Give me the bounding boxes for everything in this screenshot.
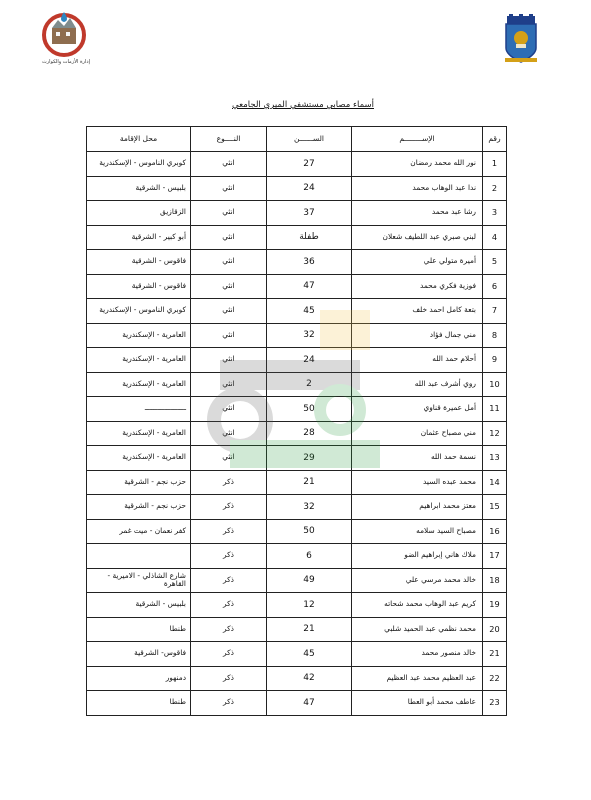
table-row [87, 397, 507, 422]
cell-gender: ذكر [191, 617, 267, 642]
cell-residence: طنطا [87, 617, 191, 642]
cell-residence: دمنهور [87, 666, 191, 691]
table-row [87, 152, 507, 177]
cell-age: 47 [267, 691, 352, 716]
table-row [87, 470, 507, 495]
cell-num: 12 [483, 421, 507, 446]
cell-num: 5 [483, 250, 507, 275]
table-row [87, 519, 507, 544]
cell-gender: انثي [191, 421, 267, 446]
cell-num: 2 [483, 176, 507, 201]
cell-gender: انثي [191, 250, 267, 275]
cell-num: 7 [483, 299, 507, 324]
cell-gender: انثي [191, 446, 267, 471]
cell-gender: انثي [191, 176, 267, 201]
cell-age: 42 [267, 666, 352, 691]
table-row [87, 201, 507, 226]
table-row [87, 250, 507, 275]
table-row [87, 617, 507, 642]
cell-num: 11 [483, 397, 507, 422]
cell-age: 47 [267, 274, 352, 299]
cell-residence: بلبيس - الشرقية [87, 176, 191, 201]
cell-age: 36 [267, 250, 352, 275]
cell-name: عاطف محمد أبو العطا [352, 691, 483, 716]
cell-num: 23 [483, 691, 507, 716]
logo-caption: إدارة الأزمات والكوارث [42, 59, 90, 65]
cell-name: ندا عبد الوهاب محمد [352, 176, 483, 201]
governorate-shield-logo [503, 14, 539, 64]
cell-name: لبني صبري عبد اللطيف شعلان [352, 225, 483, 250]
cell-gender: ذكر [191, 544, 267, 569]
cell-age: 50 [267, 397, 352, 422]
cell-num: 20 [483, 617, 507, 642]
table-row [87, 446, 507, 471]
cell-residence: أبو كبير - الشرقية [87, 225, 191, 250]
cell-age: 50 [267, 519, 352, 544]
cell-name: محمد نظمي عبد الحميد شلبي [352, 617, 483, 642]
cell-num: 18 [483, 568, 507, 593]
cell-residence: حزب نجم - الشرقية [87, 495, 191, 520]
table-row [87, 323, 507, 348]
cell-gender: انثي [191, 225, 267, 250]
cell-num: 3 [483, 201, 507, 226]
cell-name: فوزية فكري محمد [352, 274, 483, 299]
cell-gender: انثي [191, 299, 267, 324]
cell-residence: كوبري الناموس - الإسكندرية [87, 152, 191, 177]
cell-name: روي أشرف عبد الله [352, 372, 483, 397]
cell-gender: ذكر [191, 519, 267, 544]
cell-name: مني مصباح عثمان [352, 421, 483, 446]
cell-gender: ذكر [191, 470, 267, 495]
cell-age: 32 [267, 495, 352, 520]
cell-age: 27 [267, 152, 352, 177]
cell-gender: انثي [191, 323, 267, 348]
cell-name: بتعة كامل احمد خلف [352, 299, 483, 324]
cell-gender: انثي [191, 372, 267, 397]
cell-name: محمد عبده السيد [352, 470, 483, 495]
cell-num: 9 [483, 348, 507, 373]
cell-age: 12 [267, 593, 352, 618]
table-row [87, 225, 507, 250]
table-header-row [87, 127, 507, 152]
cell-residence: العامرية - الإسكندرية [87, 323, 191, 348]
cell-age: 32 [267, 323, 352, 348]
table-row [87, 176, 507, 201]
header-name: الإســــــــم [352, 127, 483, 152]
cell-gender: انثي [191, 274, 267, 299]
cell-gender: انثي [191, 397, 267, 422]
header-residence: محل الإقامة [87, 127, 191, 152]
cell-age: طفلة [267, 225, 352, 250]
cell-residence: شارع الشاذلي - الاميرية - القاهرة [87, 568, 191, 593]
cell-name: مني جمال فؤاد [352, 323, 483, 348]
table-row [87, 568, 507, 593]
table-row [87, 495, 507, 520]
cell-age: 37 [267, 201, 352, 226]
cell-gender: ذكر [191, 642, 267, 667]
table-row [87, 274, 507, 299]
cell-gender: انثي [191, 201, 267, 226]
cell-num: 21 [483, 642, 507, 667]
table-row [87, 348, 507, 373]
cell-num: 13 [483, 446, 507, 471]
cell-residence: فاقوس - الشرقية [87, 274, 191, 299]
cell-num: 15 [483, 495, 507, 520]
cell-residence [87, 544, 191, 569]
cell-residence: بلبيس - الشرقية [87, 593, 191, 618]
cell-num: 10 [483, 372, 507, 397]
cell-residence: الزقازيق [87, 201, 191, 226]
cell-gender: انثي [191, 348, 267, 373]
cell-name: خالد محمد مرسي علي [352, 568, 483, 593]
cell-residence: فاقوس - الشرقية [87, 250, 191, 275]
cell-num: 8 [483, 323, 507, 348]
injured-table [86, 126, 507, 716]
cell-age: 24 [267, 348, 352, 373]
cell-gender: ذكر [191, 691, 267, 716]
table-row [87, 666, 507, 691]
cell-gender: ذكر [191, 568, 267, 593]
cell-residence: العامرية - الإسكندرية [87, 372, 191, 397]
cell-num: 17 [483, 544, 507, 569]
cell-num: 1 [483, 152, 507, 177]
cell-age: 28 [267, 421, 352, 446]
cell-name: معتز محمد ابراهيم [352, 495, 483, 520]
cell-age: 24 [267, 176, 352, 201]
cell-name: أميرة متولي علي [352, 250, 483, 275]
cell-num: 4 [483, 225, 507, 250]
cell-name: مصباح السيد سلامه [352, 519, 483, 544]
cell-name: ملاك هاني إبراهيم الضو [352, 544, 483, 569]
header-gender: النــــوع [191, 127, 267, 152]
cell-name: عبد العظيم محمد عبد العظيم [352, 666, 483, 691]
cell-num: 22 [483, 666, 507, 691]
cell-num: 14 [483, 470, 507, 495]
cell-gender: انثي [191, 152, 267, 177]
table-row [87, 544, 507, 569]
cell-residence: طنطا [87, 691, 191, 716]
cell-name: نور الله محمد رمضان [352, 152, 483, 177]
cell-gender: ذكر [191, 593, 267, 618]
cell-name: أمل عميرة قناوي [352, 397, 483, 422]
document-title: أسماء مصابي مستشفي الميري الجامعي [232, 100, 374, 110]
cell-gender: ذكر [191, 666, 267, 691]
cell-name: نسمة حمد الله [352, 446, 483, 471]
table-row [87, 299, 507, 324]
table-row [87, 593, 507, 618]
table-row [87, 691, 507, 716]
cell-age: 45 [267, 299, 352, 324]
cell-residence: العامرية - الإسكندرية [87, 446, 191, 471]
cell-gender: ذكر [191, 495, 267, 520]
cell-residence: ـــــــــــــــــــ [87, 397, 191, 422]
cell-age: 29 [267, 446, 352, 471]
cell-name: كريم عبد الوهاب محمد شحاته [352, 593, 483, 618]
cell-residence: حزب نجم - الشرقية [87, 470, 191, 495]
cell-num: 19 [483, 593, 507, 618]
cell-age: 21 [267, 617, 352, 642]
cell-age: 21 [267, 470, 352, 495]
header-age: الســــــن [267, 127, 352, 152]
cell-residence: كوبري الناموس - الإسكندرية [87, 299, 191, 324]
table-row [87, 642, 507, 667]
cell-num: 16 [483, 519, 507, 544]
table-row [87, 372, 507, 397]
cell-age: 45 [267, 642, 352, 667]
cell-age: 49 [267, 568, 352, 593]
cell-name: خالد منصور محمد [352, 642, 483, 667]
cell-residence: العامرية - الإسكندرية [87, 348, 191, 373]
table-row [87, 421, 507, 446]
cell-num: 6 [483, 274, 507, 299]
cell-residence: فاقوس- الشرقية [87, 642, 191, 667]
cell-residence: كفر نعمان - ميت غمر [87, 519, 191, 544]
cell-age: 6 [267, 544, 352, 569]
header-num: رقم [483, 127, 507, 152]
cell-age: 2 [267, 372, 352, 397]
table-body [87, 152, 507, 716]
cell-residence: العامرية - الإسكندرية [87, 421, 191, 446]
cell-name: رشا عبد محمد [352, 201, 483, 226]
cell-name: أحلام حمد الله [352, 348, 483, 373]
